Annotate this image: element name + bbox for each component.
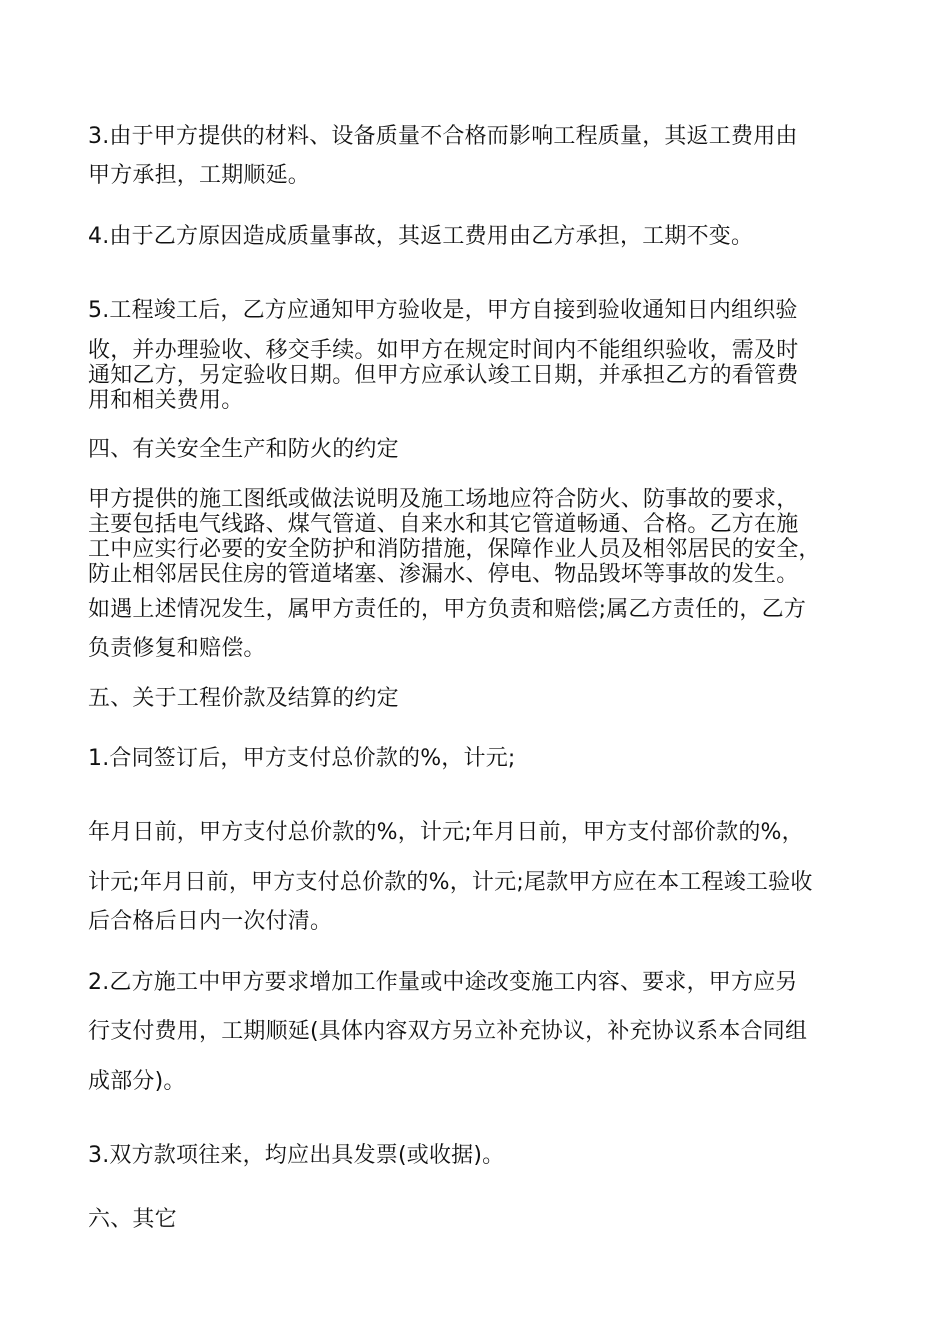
clause-5-line-1: 5.工程竣工后，乙方应通知甲方验收是，甲方自接到验收通知日内组织验 (88, 298, 798, 323)
payment-schedule-line-1: 年月日前，甲方支付总价款的%，计元;年月日前，甲方支付部价款的%， (88, 820, 804, 845)
clause-3-line-1: 3.由于甲方提供的材料、设备质量不合格而影响工程质量，其返工费用由 (88, 124, 798, 149)
section-6-heading: 六、其它 (88, 1207, 177, 1232)
clause-3-line-2: 甲方承担，工期顺延。 (88, 163, 311, 188)
clause-5-line-4: 用和相关费用。 (88, 388, 244, 413)
section-4-para-line-6: 负责修复和赔偿。 (88, 636, 266, 661)
section-5-heading: 五、关于工程价款及结算的约定 (88, 686, 399, 711)
payment-clause-2-line-3: 成部分)。 (88, 1069, 186, 1094)
clause-4-line-1: 4.由于乙方原因造成质量事故，其返工费用由乙方承担，工期不变。 (88, 224, 754, 249)
clause-5-line-3: 通知乙方，另定验收日期。但甲方应承认竣工日期，并承担乙方的看管费 (88, 363, 799, 388)
section-4-para-line-3: 工中应实行必要的安全防护和消防措施，保障作业人员及相邻居民的安全， (88, 537, 821, 562)
section-4-para-line-5: 如遇上述情况发生，属甲方责任的，甲方负责和赔偿;属乙方责任的，乙方 (88, 597, 807, 622)
section-4-heading: 四、有关安全生产和防火的约定 (88, 437, 399, 462)
payment-clause-2-line-2: 行支付费用，工期顺延(具体内容双方另立补充协议，补充协议系本合同组 (88, 1019, 808, 1044)
section-4-para-line-4: 防止相邻居民住房的管道堵塞、渗漏水、停电、物品毁坏等事故的发生。 (88, 562, 799, 587)
payment-clause-1: 1.合同签订后，甲方支付总价款的%，计元; (88, 746, 516, 771)
clause-5-line-2: 收，并办理验收、移交手续。如甲方在规定时间内不能组织验收，需及时 (88, 338, 799, 363)
payment-schedule-line-2: 计元;年月日前，甲方支付总价款的%，计元;尾款甲方应在本工程竣工验收 (88, 870, 813, 895)
payment-schedule-line-3: 后合格后日内一次付清。 (88, 909, 333, 934)
section-4-para-line-1: 甲方提供的施工图纸或做法说明及施工场地应符合防火、防事故的要求， (88, 487, 799, 512)
payment-clause-2-line-1: 2.乙方施工中甲方要求增加工作量或中途改变施工内容、要求，甲方应另 (88, 970, 798, 995)
payment-clause-3: 3.双方款项往来，均应出具发票(或收据)。 (88, 1143, 505, 1168)
section-4-para-line-2: 主要包括电气线路、煤气管道、自来水和其它管道畅通、合格。乙方在施 (88, 512, 799, 537)
